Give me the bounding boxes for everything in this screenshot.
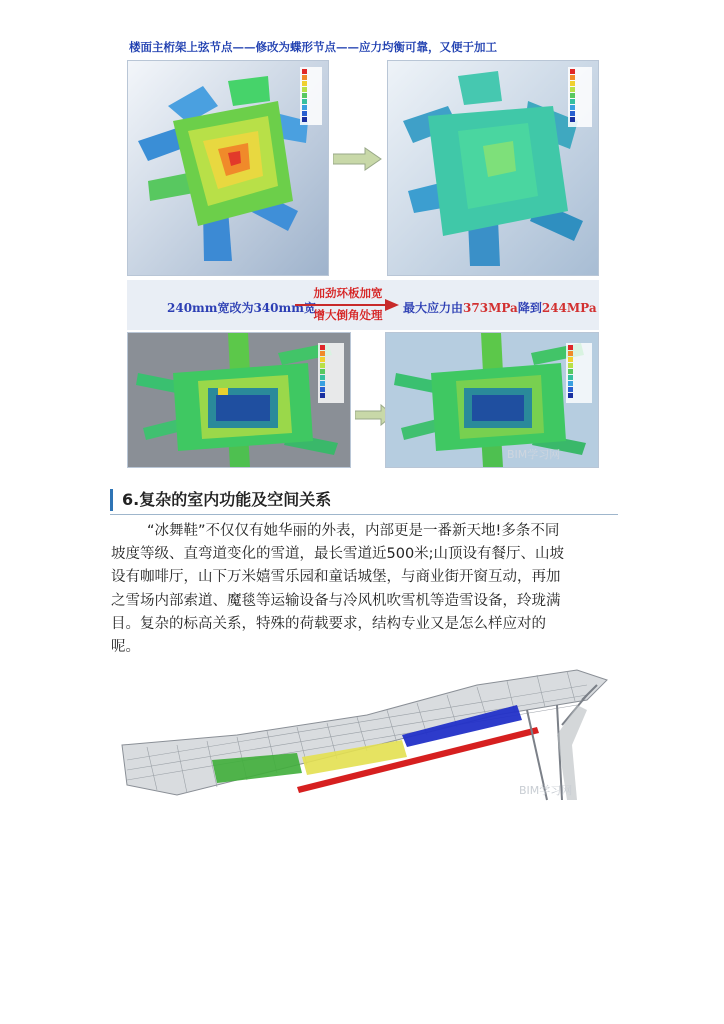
fea-panel-original-node	[127, 60, 329, 276]
stress-reduction-text	[403, 299, 597, 316]
arrow-right-icon	[333, 146, 383, 172]
figure1-watermark: BIM学习网	[507, 448, 561, 461]
paragraph-line: 目。复杂的标高关系，特殊的荷载要求，结构专业又是怎么样应对的	[111, 615, 546, 632]
ski-slope-structure-figure	[117, 665, 612, 815]
paragraph-line: 设有咖啡厅，山下万米嬉雪乐园和童话城堡，与商业街开窗互动，再加	[111, 569, 561, 586]
figure2-watermark: BIM学习网	[519, 784, 573, 797]
section-heading	[110, 487, 618, 513]
modification-line-2: 增大倒角处理	[313, 308, 383, 322]
section-accent-bar	[110, 489, 113, 511]
fea-panel-before	[127, 332, 351, 468]
fea-panel-butterfly-node	[387, 60, 599, 276]
paragraph-line: 坡度等级、直弯道变化的雪道，最长雪道近500米;山顶设有餐厅、山坡	[111, 546, 565, 563]
paragraph-line: “冰舞鞋”不仅仅有她华丽的外表，内部更是一番新天地!多条不同	[147, 523, 560, 539]
width-change-text: 240mm宽改为340mm宽	[167, 301, 316, 315]
red-arrow-icon	[295, 298, 399, 312]
stress-after: 244MPa	[541, 301, 597, 315]
modification-line-1: 加劲环板加宽	[313, 286, 383, 300]
paragraph-line: 呢。	[111, 639, 140, 656]
paragraph-line: 之雪场内部索道、魔毯等运输设备与冷风机吹雪机等造雪设备，玲珑满	[111, 592, 561, 609]
stress-analysis-figure	[127, 36, 599, 468]
section-title: 6.复杂的室内功能及空间关系	[122, 490, 332, 509]
truss-structure-model	[122, 670, 607, 800]
figure-top-caption: 楼面主桁架上弦节点——修改为蝶形节点——应力均衡可靠，又便于加工	[129, 40, 497, 54]
stress-prefix: 最大应力由	[403, 301, 464, 315]
modification-summary	[127, 280, 599, 330]
fea-panel-after	[385, 332, 599, 468]
section-divider	[110, 514, 618, 515]
body-paragraph	[111, 520, 620, 659]
stress-mid: 降到	[517, 301, 542, 315]
stress-before: 373MPa	[463, 301, 518, 315]
